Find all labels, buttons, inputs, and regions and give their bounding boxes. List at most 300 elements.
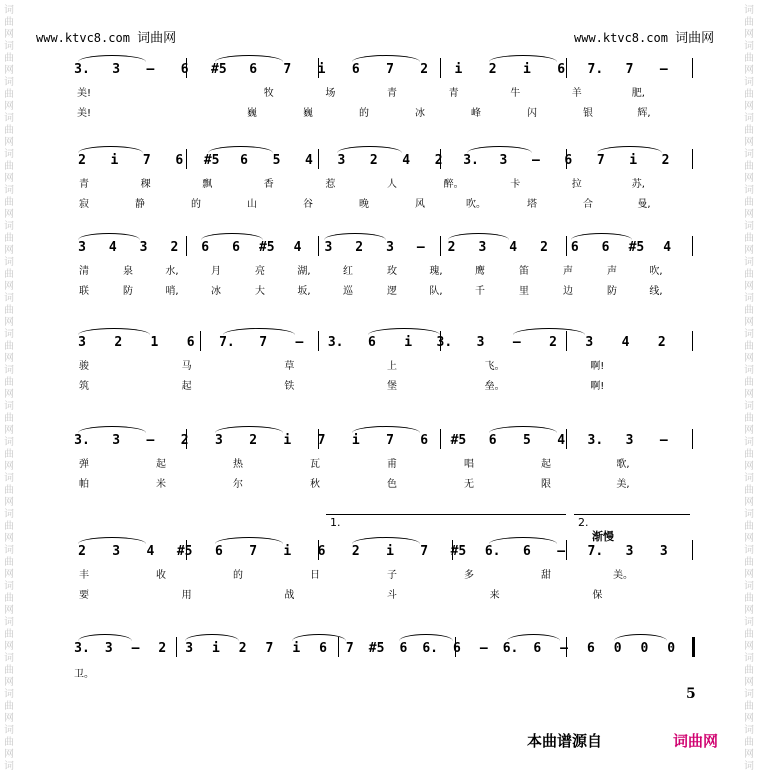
volta-line (326, 514, 566, 515)
site-watermark-left (36, 27, 176, 46)
barline (186, 236, 187, 256)
lyric-verse-2: 的 (191, 199, 201, 210)
slur-arc (489, 55, 557, 62)
note: #5 (368, 641, 385, 656)
barline (318, 236, 319, 256)
watermark-char: 网 (744, 353, 754, 364)
lyric-verse-1: 瓦 (310, 459, 320, 470)
note: 2 (249, 433, 258, 448)
note: 3. (74, 62, 90, 77)
page-number: 5 (686, 686, 696, 702)
note: 7 (596, 153, 605, 168)
lyric-verse-2: 啊! (590, 381, 605, 392)
barline (440, 429, 441, 449)
note: 6 (399, 641, 408, 656)
watermark-char: 曲 (744, 701, 754, 712)
note: 3. (463, 153, 479, 168)
watermark-char: 网 (744, 677, 754, 688)
lyric-verse-2: 铁 (284, 381, 295, 392)
note: – (531, 153, 540, 168)
barline (318, 149, 319, 169)
note: 7 (142, 153, 151, 168)
lyric-verse-1: 月 (211, 266, 221, 277)
note: 5 (272, 153, 281, 168)
note: 7. (587, 544, 604, 559)
lyric-verse-2: 曼, (637, 199, 651, 210)
note: 3 (625, 544, 634, 559)
note: 6 (186, 335, 195, 350)
lyric-verse-1: 清 (79, 266, 89, 277)
watermark-char: 曲 (4, 125, 14, 136)
slur-arc (78, 634, 132, 641)
note: 2 (549, 335, 557, 350)
watermark-char: 曲 (744, 485, 754, 496)
lyric-verse-1: 起 (156, 459, 166, 470)
lyric-verse-2: 里 (519, 286, 529, 297)
watermark-char: 网 (744, 389, 754, 400)
slur-arc (215, 426, 283, 433)
lyric-verse-2: 闪 (527, 108, 537, 119)
watermark-char: 词 (4, 581, 14, 592)
watermark-char: 词 (744, 41, 754, 52)
lyric-verse-1: 声 (563, 266, 573, 277)
note: 7 (283, 62, 292, 77)
lyric-verse-2: 色 (387, 479, 397, 490)
watermark-char: 曲 (4, 89, 14, 100)
lyric-verse-1: 弹 (79, 459, 89, 470)
slur-arc (78, 233, 140, 240)
note: 7 (345, 641, 354, 656)
watermark-char: 词 (744, 5, 754, 16)
lyric-verse-1: 起 (541, 459, 551, 470)
watermark-char: 网 (4, 101, 14, 112)
slur-arc (78, 328, 150, 335)
lyric-verse-2: 谷 (303, 199, 313, 210)
watermark-char: 网 (744, 65, 754, 76)
lyric-verse-2: 来 (489, 590, 500, 601)
watermark-char: 曲 (4, 485, 14, 496)
lyric-verse-2: 坂, (297, 286, 311, 297)
watermark-char: 曲 (744, 629, 754, 640)
lyric-verse-1: 苏, (631, 179, 645, 190)
lyric-verse-1: 收 (156, 570, 166, 581)
slur-arc (215, 537, 283, 544)
lyric-verse-1: 惹 (325, 179, 336, 190)
slur-arc (467, 146, 532, 153)
slur-arc (78, 55, 146, 62)
note: 7 (625, 62, 634, 77)
lyric-verse-1: 亮 (255, 266, 265, 277)
lyric-verse-1: 甜 (541, 570, 551, 581)
barline (440, 58, 441, 78)
watermark-char: 词 (4, 41, 14, 52)
watermark-char: 词 (4, 185, 14, 196)
note: 6 (232, 240, 240, 255)
note: 3. (327, 335, 344, 350)
watermark-char: 曲 (4, 233, 14, 244)
note: 4 (108, 240, 117, 255)
note: 2 (238, 641, 247, 656)
lyric-verse-1: 上 (387, 361, 397, 372)
lyric-verse-1: 羊 (571, 88, 582, 99)
lyric-verse-1: 吹, (649, 266, 663, 277)
lyric-verse-1: 声 (607, 266, 617, 277)
note: 2 (351, 544, 360, 559)
note: 3. (74, 433, 90, 448)
watermark-char: 网 (744, 461, 754, 472)
note: 4 (305, 153, 313, 168)
note: i (283, 544, 292, 559)
lyric-verse-1: 鹰 (475, 266, 485, 277)
note: 2 (369, 153, 378, 168)
lyric-verse-1: 卡 (510, 179, 521, 190)
watermark-char: 词 (4, 5, 14, 16)
slur-arc (352, 537, 420, 544)
watermark-char: 网 (744, 209, 754, 220)
watermark-char: 网 (4, 353, 14, 364)
note: – (416, 240, 425, 255)
slur-arc (614, 634, 668, 641)
note: 6 (564, 153, 573, 168)
lyric-verse-1: 子 (387, 570, 397, 581)
note: – (146, 62, 155, 77)
slur-arc (597, 146, 662, 153)
note: 6 (214, 544, 223, 559)
lyric-verse-2: 大 (255, 286, 265, 297)
watermark-char: 网 (744, 281, 754, 292)
lyric-verse-2: 防 (123, 286, 133, 297)
note: 6 (488, 433, 497, 448)
lyric-verse-2: 秋 (310, 479, 320, 490)
note: #5 (176, 544, 193, 559)
note: #5 (450, 544, 467, 559)
note: #5 (258, 240, 275, 255)
note: 7 (317, 433, 326, 448)
note: 4 (663, 240, 672, 255)
note: 6 (175, 153, 184, 168)
watermark-char: 网 (744, 497, 754, 508)
watermark-char: 词 (4, 113, 14, 124)
slur-arc (489, 537, 557, 544)
note: 3 (585, 335, 594, 350)
note: 2 (420, 62, 429, 77)
watermark-char: 网 (4, 497, 14, 508)
lyric-verse-1: 啊! (590, 361, 605, 372)
watermark-char: 词 (744, 113, 754, 124)
watermark-char: 网 (744, 137, 754, 148)
watermark-char: 曲 (4, 557, 14, 568)
slur-arc (208, 146, 273, 153)
site-url-left: www.ktvc8.com (36, 31, 130, 45)
lyric-verse-1: 场 (325, 88, 336, 99)
watermark-char: 网 (4, 641, 14, 652)
note: 0 (640, 641, 649, 656)
note: 3 (386, 240, 394, 255)
watermark-char: 曲 (4, 305, 14, 316)
note: 4 (402, 153, 411, 168)
lyric-verse-2: 晚 (359, 199, 369, 210)
lyric-verse-2: 边 (563, 286, 573, 297)
lyric-verse-2: 静 (135, 199, 145, 210)
note: 4 (146, 544, 155, 559)
note: 7 (249, 544, 258, 559)
note: 2 (661, 153, 670, 168)
watermark-char: 词 (744, 401, 754, 412)
note: 2 (434, 153, 443, 168)
lyric-verse-2: 线, (649, 286, 663, 297)
site-watermark-right (574, 27, 714, 46)
note: 6 (319, 641, 327, 656)
watermark-char: 曲 (4, 629, 14, 640)
lyric-verse-1: 拉 (571, 179, 582, 190)
note: 6 (601, 240, 610, 255)
note: i (629, 153, 638, 168)
note: 6. (502, 641, 519, 656)
slur-arc (185, 634, 239, 641)
watermark-char: 网 (4, 209, 14, 220)
lyric-verse-1: 美。 (613, 570, 633, 581)
note: – (295, 335, 304, 350)
lyric-verse-2: 冰 (211, 286, 221, 297)
watermark-char: 曲 (744, 197, 754, 208)
lyric-verse-1: 骏 (79, 361, 89, 372)
watermark-char: 词 (744, 77, 754, 88)
note: – (557, 544, 566, 559)
lyric-verse-1: 人 (387, 179, 397, 190)
note: i (386, 544, 394, 559)
barline (692, 429, 693, 449)
lyric-verse-1: 飘 (202, 179, 213, 190)
barline (318, 331, 319, 351)
lyric-verse-2: 哨, (165, 286, 179, 297)
watermark-char: 词 (744, 329, 754, 340)
note: 7 (386, 62, 394, 77)
watermark-char: 曲 (744, 737, 754, 748)
watermark-char: 网 (4, 281, 14, 292)
note: – (659, 62, 668, 77)
watermark-char: 词 (4, 725, 14, 736)
lyric-verse-2: 辉, (637, 108, 651, 119)
note: 7. (587, 62, 604, 77)
watermark-char: 网 (4, 461, 14, 472)
note: 3 (476, 335, 485, 350)
note: – (512, 335, 521, 350)
watermark-char: 网 (4, 65, 14, 76)
note: 7 (420, 544, 429, 559)
note: 0 (613, 641, 622, 656)
note: 4 (621, 335, 630, 350)
note: 2 (78, 153, 86, 168)
note: 2 (657, 335, 666, 350)
lyric-verse-2: 卫。 (74, 669, 94, 680)
lyric-verse-2: 巍 (247, 108, 257, 119)
volta-first-ending: 1. (330, 516, 341, 529)
note: – (560, 641, 568, 656)
note: – (146, 433, 155, 448)
watermark-char: 网 (4, 425, 14, 436)
watermark-char: 网 (4, 389, 14, 400)
lyric-verse-2: 堡 (387, 381, 397, 392)
slur-arc (352, 426, 420, 433)
barline (692, 331, 693, 351)
note: 3 (214, 433, 223, 448)
watermark-char: 词 (744, 257, 754, 268)
watermark-char: 曲 (744, 521, 754, 532)
note: 6 (180, 62, 189, 77)
note: 3 (478, 240, 487, 255)
slur-arc (489, 426, 557, 433)
note: 3 (112, 433, 121, 448)
lyric-verse-2: 巍 (303, 108, 313, 119)
lyric-verse-2: 银 (583, 108, 593, 119)
watermark-char: 曲 (4, 377, 14, 388)
watermark-char: 曲 (744, 557, 754, 568)
lyric-verse-2: 限 (541, 479, 551, 490)
note: 3. (74, 641, 90, 656)
lyric-verse-2: 巡 (343, 286, 353, 297)
note: 3 (112, 544, 121, 559)
note: 3 (104, 641, 113, 656)
note: 3 (324, 240, 333, 255)
note: 6 (453, 641, 461, 656)
watermark-char: 曲 (744, 593, 754, 604)
watermark-char: 词 (744, 617, 754, 628)
note: 2 (447, 240, 456, 255)
lyric-verse-2: 起 (181, 381, 192, 392)
watermark-char: 词 (4, 221, 14, 232)
note: i (522, 62, 531, 77)
watermark-char: 词 (744, 473, 754, 484)
note: 3 (625, 433, 634, 448)
lyric-verse-2: 的 (359, 108, 369, 119)
lyric-verse-1: 甫 (387, 459, 397, 470)
note: 3 (112, 62, 121, 77)
lyric-verse-2: 防 (607, 286, 617, 297)
watermark-char: 曲 (744, 341, 754, 352)
lyric-verse-1: 飞。 (484, 361, 505, 372)
lyric-verse-1: 泉 (123, 266, 133, 277)
watermark-char: 曲 (744, 89, 754, 100)
lyric-verse-1: 玫 (387, 266, 397, 277)
slur-arc (368, 328, 440, 335)
watermark-char: 网 (4, 713, 14, 724)
lyric-verse-1: 青 (79, 179, 89, 190)
lyric-verse-1: 瑰, (429, 266, 443, 277)
note: 6 (533, 641, 542, 656)
lyric-verse-2: 美, (616, 479, 630, 490)
slur-arc (507, 634, 561, 641)
tempo-marking: 渐慢 (592, 530, 614, 543)
slur-arc (324, 233, 386, 240)
lyric-verse-2: 千 (475, 286, 485, 297)
watermark-char: 网 (4, 173, 14, 184)
note: 6. (422, 641, 438, 656)
lyric-verse-1: 多 (464, 570, 474, 581)
slur-arc (571, 233, 633, 240)
lyric-verse-1: 红 (343, 266, 353, 277)
lyric-verse-1: 唱 (464, 459, 474, 470)
watermark-char: 网 (744, 605, 754, 616)
watermark-char: 网 (4, 137, 14, 148)
lyric-verse-2: 保 (592, 590, 603, 601)
watermark-char: 词 (4, 761, 14, 772)
watermark-char: 曲 (4, 161, 14, 172)
note: 4 (509, 240, 518, 255)
note: 3 (139, 240, 148, 255)
slur-arc (78, 426, 146, 433)
watermark-char: 词 (744, 509, 754, 520)
site-url-right: www.ktvc8.com (574, 31, 668, 45)
watermark-char: 词 (4, 689, 14, 700)
watermark-char: 网 (4, 245, 14, 256)
watermark-char: 网 (744, 173, 754, 184)
watermark-char: 曲 (744, 53, 754, 64)
watermark-char: 词 (4, 293, 14, 304)
watermark-char: 词 (4, 77, 14, 88)
barline (692, 236, 693, 256)
watermark-char: 曲 (744, 377, 754, 388)
note: – (659, 433, 668, 448)
note: 4 (557, 433, 566, 448)
note: 2 (78, 544, 86, 559)
lyric-verse-1: 湖, (297, 266, 311, 277)
watermark-char: 词 (4, 365, 14, 376)
lyric-verse-2: 战 (284, 590, 295, 601)
note: – (131, 641, 140, 656)
note: 2 (180, 433, 189, 448)
lyric-verse-2: 用 (181, 590, 192, 601)
slur-arc (399, 634, 453, 641)
watermark-char: 曲 (4, 521, 14, 532)
note: i (317, 62, 326, 77)
note: 6 (420, 433, 429, 448)
barline (440, 236, 441, 256)
note: i (110, 153, 119, 168)
note: 6 (317, 544, 326, 559)
note: 5 (522, 433, 531, 448)
note: 3 (659, 544, 668, 559)
note: i (454, 62, 463, 77)
note: 6. (484, 544, 501, 559)
watermark-char: 词 (4, 401, 14, 412)
watermark-char: 网 (744, 425, 754, 436)
note: 7 (259, 335, 268, 350)
watermark-char: 曲 (4, 341, 14, 352)
lyric-verse-2: 筑 (79, 381, 89, 392)
lyric-verse-2: 帕 (79, 479, 89, 490)
watermark-char: 词 (744, 725, 754, 736)
note: 1 (150, 335, 159, 350)
note: i (351, 433, 360, 448)
note: 6 (351, 62, 360, 77)
watermark-char: 曲 (744, 305, 754, 316)
note: i (211, 641, 220, 656)
lyric-verse-1: 肥, (631, 88, 645, 99)
watermark-char: 曲 (4, 17, 14, 28)
watermark-char: 网 (4, 533, 14, 544)
volta-line (574, 514, 690, 515)
note: i (283, 433, 292, 448)
note: 2 (540, 240, 548, 255)
watermark-char: 词 (744, 221, 754, 232)
watermark-char: 曲 (744, 161, 754, 172)
slur-arc (223, 328, 295, 335)
note: 6 (522, 544, 531, 559)
lyric-verse-2: 垒。 (484, 381, 505, 392)
watermark-char: 词 (744, 653, 754, 664)
note: 2 (355, 240, 364, 255)
volta-second-ending: 2. (578, 516, 589, 529)
